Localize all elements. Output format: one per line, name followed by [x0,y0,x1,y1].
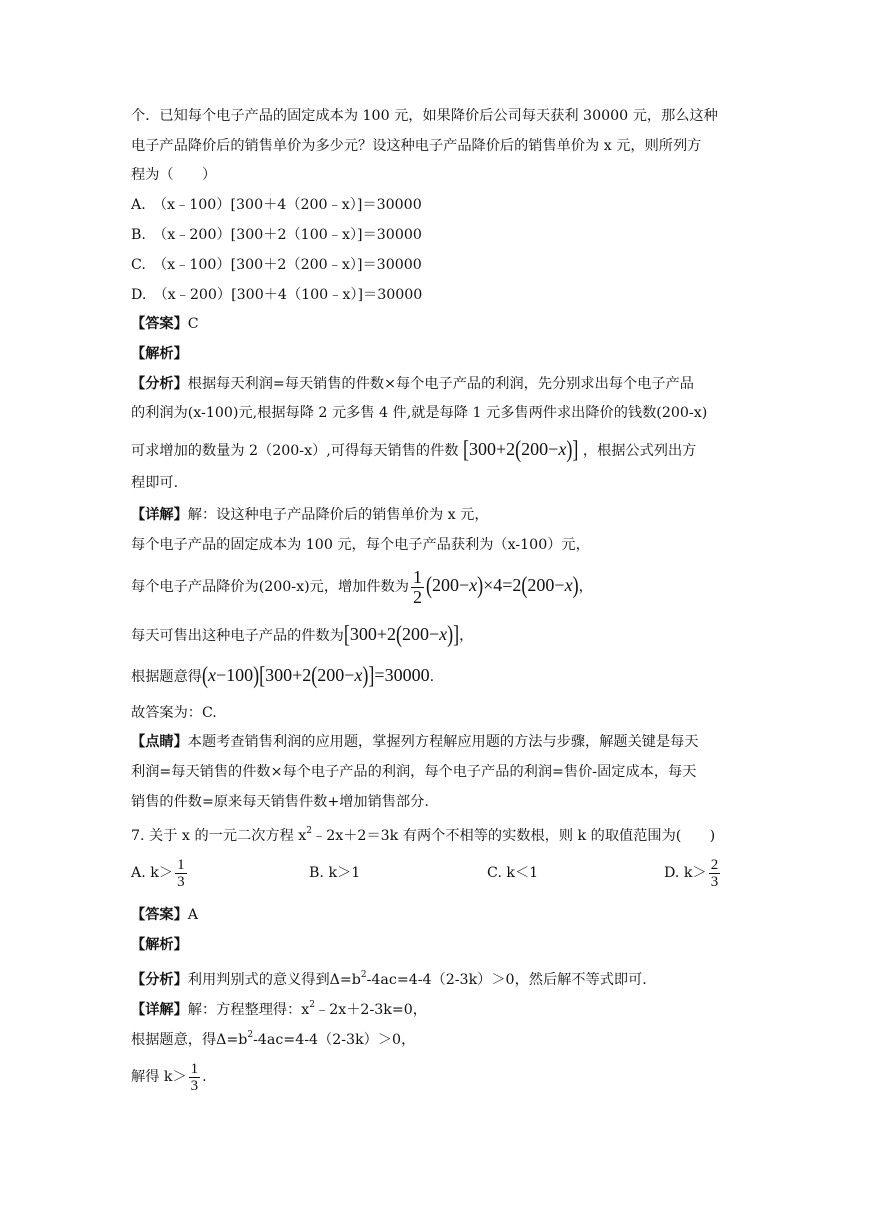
xiangjie-text-4a: 每天可售出这种电子产品的件数为 [131,628,344,644]
exponent-2: 2 [306,826,313,836]
analysis-tag: 【解析】 [131,346,188,362]
xiangjie-text-4b: ， [459,628,474,644]
q7-option-c: C. k＜1 [487,865,539,881]
q6-stem-line-3: 程为（ ） [131,167,217,183]
fenxi-text-3a: 可求增加的数量为 2（200-x）,可得每天销售的件数 [131,443,459,459]
q7-stem-b: ﹣2x＋2＝3k 有两个不相等的实数根，则 k 的取值范围为( ) [312,828,716,844]
q7-analysis-tag [131,935,188,955]
q7-option-b: B. k＞1 [309,865,361,881]
q6-option-b: B. （x﹣200）[300＋2（100﹣x）]＝30000 [131,227,422,243]
formula-increase: (200−x)×4=2(200−x) [425,571,579,599]
q6-dianjing-line-3: 销售的件数=原来每天销售件数+增加销售部分. [131,794,429,810]
fenxi-text-1: 根据每天利润=每天销售的件数×每个电子产品的利润，先分别求出每个电子产品 [187,376,694,392]
answer-tag: 【答案】 [131,316,188,332]
exponent-2: 2 [360,970,367,980]
q6-xiangjie-line-3 [131,565,593,607]
exponent-2: 2 [309,1000,316,1010]
xiangjie-tag: 【详解】 [131,1002,188,1018]
fraction-two-thirds: $\frac{2}{3}$ [710,856,719,890]
q7-xiangjie-line-3: 解得 k＞ $\frac{1}{3}$ . [131,1060,207,1094]
formula-count: [300+2(200−x)] [343,620,460,648]
xiangjie-text-1: 解：设这种电子产品降价后的销售单价为 x 元， [187,507,489,523]
q6-fenxi-line-3 [131,436,696,464]
q6-option-c: C. （x﹣100）[300＋2（200﹣x）]＝30000 [131,257,422,273]
xiangjie-tag: 【详解】 [131,507,188,523]
q7-stem-a: 7. 关于 x 的一元二次方程 x [131,828,307,844]
formula-equation: (x−100)[300+2(200−x)]=30000 [201,661,430,689]
q6-fenxi-line-2: 的利润为(x-100)元,根据每降 2 元多售 4 件,就是每降 1 元多售两件求出降价的钱数(200-x) [131,405,708,421]
q6-xiangjie-line-1 [131,505,489,525]
q7-option-a: A. k＞ $\frac{1}{3}$ [131,856,185,890]
xiangjie-text-3a: 每个电子产品降价为(200-x)元，增加件数为 [131,579,409,595]
dianjing-text-1: 本题考查销售利润的应用题，掌握列方程解应用题的方法与步骤，解题关键是每天 [187,734,699,750]
q7-stem [131,821,715,846]
fraction-one-third: $\frac{1}{3}$ [190,1060,199,1094]
q6-xiangjie-line-4 [131,621,473,649]
q6-analysis-tag [131,344,188,364]
q7-fenxi-line: 【分析】利用判别式的意义得到$\Delta=b^2-4ac=4-4(2-3k)>0$，然后解不等式即可. [131,970,647,988]
dianjing-tag: 【点睛】 [131,734,188,750]
analysis-tag: 【解析】 [131,937,188,953]
xiangjie-text-3b: ， [578,579,593,595]
fenxi-text-3b: ，根据公式列出方 [582,443,697,459]
answer-tag: 【答案】 [131,907,188,923]
formula-bracket-expr: [300+2(200−x)] [463,435,579,463]
exponent-2: 2 [247,1030,254,1040]
q7-option-d: D. k＞ $\frac{2}{3}$ [664,856,719,890]
fenxi-tag: 【分析】 [131,376,188,392]
fenxi-tag: 【分析】 [131,972,188,988]
q6-xiangjie-line-2: 每个电子产品的固定成本为 100 元，每个电子产品获利为（x-100）元， [131,537,590,553]
q6-xiangjie-line-6: 故答案为：C. [131,705,217,721]
q7-answer [131,905,198,925]
fraction-one-half: $\frac{1}{2}$ [412,566,422,607]
q7-xiangjie-line-2: 根据题意，得$\Delta=b^2-4ac=4-4(2-3k)>0$， [131,1030,416,1048]
q6-answer [131,314,199,334]
xiangjie-text-5b: . [429,669,435,685]
answer-value: A [187,907,199,923]
q6-stem-line-2: 电子产品降价后的销售单价为多少元？设这种电子产品降价后的销售单价为 x 元，则所列方 [131,138,702,154]
q6-dianjing-line-1 [131,732,699,752]
q6-option-d: D. （x﹣200）[300＋4（100﹣x）]＝30000 [131,287,423,303]
answer-value: C [187,316,199,332]
fraction-one-third: $\frac{1}{3}$ [177,856,185,890]
q6-fenxi-line-4: 程即可. [131,475,179,491]
q7-xiangjie-line-1: 【详解】解：方程整理得：$x^2﹣2x+2-3k=0$， [131,1000,427,1018]
q6-dianjing-line-2: 利润=每天销售的件数×每个电子产品的利润，每个电子产品的利润=售价-固定成本，每天 [131,764,697,780]
q6-fenxi-line-1 [131,374,694,394]
q6-xiangjie-line-5 [131,662,434,690]
q6-option-a: A. （x﹣100）[300＋4（200﹣x）]＝30000 [131,197,422,213]
xiangjie-text-5a: 根据题意得 [131,669,202,685]
q6-stem-line-1: 个．已知每个电子产品的固定成本为 100 元，如果降价后公司每天获利 30000 元，那么这种 [131,108,718,124]
